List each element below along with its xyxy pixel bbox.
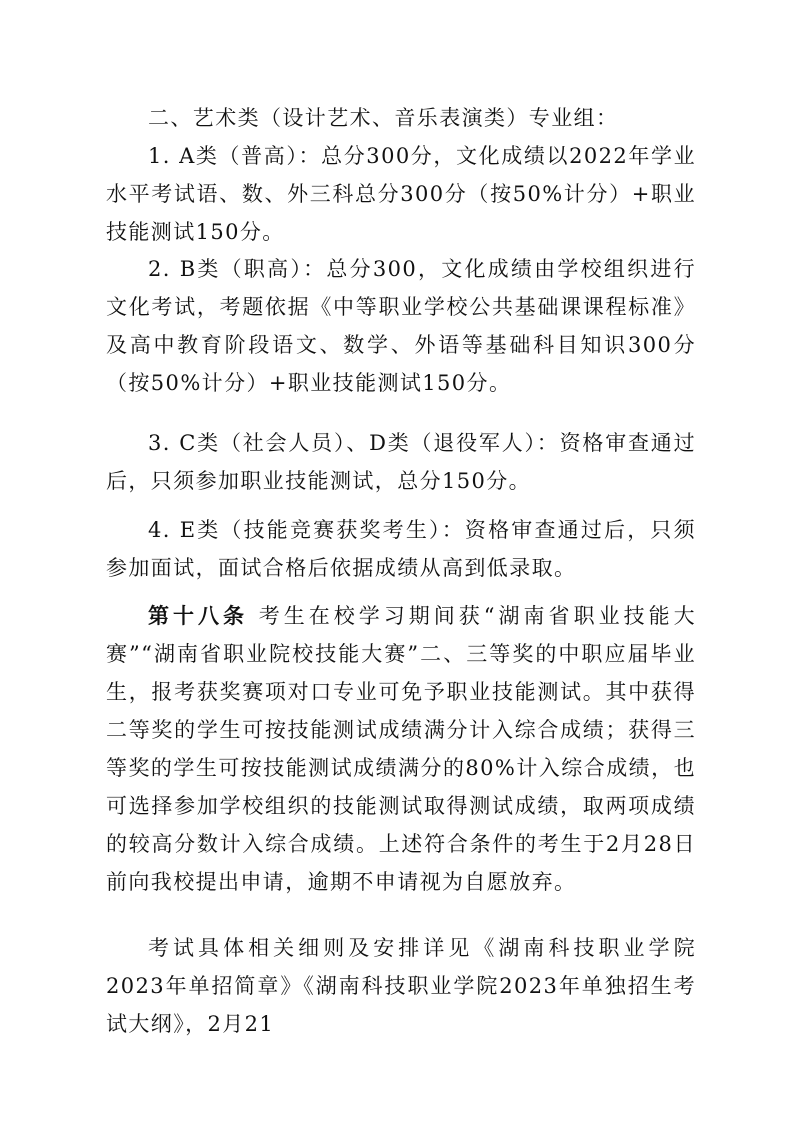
article-18	[106, 597, 696, 901]
exam-details-text: 考试具体相关细则及安排详见《湖南科技职业学院2023年单招简章》《湖南科技职业学院2023年单独招生考试大纲》，2月21	[106, 936, 696, 1036]
art-category-e	[106, 511, 696, 587]
art-category-cd-text: 3. C类（社会人员）、D类（退役军人）：资格审查通过后，只须参加职业技能测试，总分150分。	[106, 431, 696, 493]
art-category-b	[106, 250, 696, 402]
exam-details	[106, 929, 696, 1043]
art-category-e-text: 4. E类（技能竞赛获奖考生）：资格审查通过后，只须参加面试，面试合格后依据成绩从高到低录取。	[106, 518, 696, 580]
art-group-heading	[106, 99, 696, 137]
art-category-cd	[106, 424, 696, 500]
article-18-lead: 第十八条	[148, 603, 249, 628]
art-category-a	[106, 137, 696, 251]
article-18-text: 考生在校学习期间获“湖南省职业技能大赛”“湖南省职业院校技能大赛”二、三等奖的中职应届毕业生，报考获奖赛项对口专业可免予职业技能测试。其中获得二等奖的学生可按技能测试成绩满分计入综合成绩；获得三等奖的学生可按技能测试成绩满分的80%计入综合成绩，也可选择参加学校组织的技能测试取得测试成绩，取两项成绩的较高分数计入综合成绩。上述符合条件的考生于2月28日前向我校提出申请，逾期不申请视为自愿放弃。	[106, 604, 696, 894]
art-group-heading-text: 二、艺术类（设计艺术、音乐表演类）专业组：	[148, 106, 619, 130]
art-category-b-text: 2. B类（职高）：总分300，文化成绩由学校组织进行文化考试，考题依据《中等职业学校公共基础课课程标准》及高中教育阶段语文、数学、外语等基础科目知识300分（按50%计分）+职业技能测试150分。	[106, 257, 696, 395]
art-category-a-text: 1. A类（普高）：总分300分，文化成绩以2022年学业水平考试语、数、外三科总分300分（按50%计分）+职业技能测试150分。	[106, 144, 696, 244]
